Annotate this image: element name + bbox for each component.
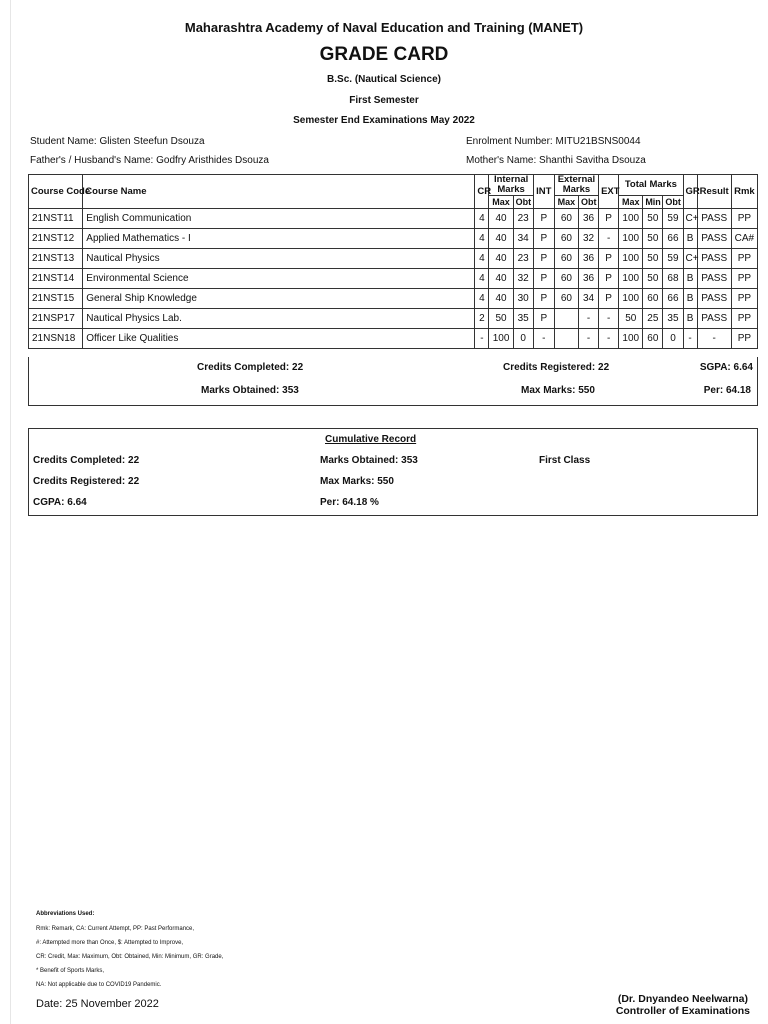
student-name-line xyxy=(30,136,205,147)
cell-cr: 4 xyxy=(475,269,489,289)
table-row xyxy=(29,209,758,229)
credits-registered: Credits Registered: 22 xyxy=(503,362,610,373)
credits-completed: Credits Completed: 22 xyxy=(197,362,304,373)
cell-code: 21NSN18 xyxy=(29,329,83,349)
cell-ext: - xyxy=(599,309,619,329)
cell-eobt: - xyxy=(578,329,598,349)
cell-imax: 100 xyxy=(489,329,513,349)
abbreviations-title: Abbreviations Used: xyxy=(36,911,95,917)
cum-cgpa: CGPA: 6.64 xyxy=(33,497,87,508)
cell-result: PASS xyxy=(697,249,731,269)
col-total-marks: Total Marks xyxy=(619,175,683,196)
cell-eobt: 36 xyxy=(578,249,598,269)
col-int: INT xyxy=(533,175,554,209)
cell-tmin: 60 xyxy=(643,329,663,349)
cell-gr: B xyxy=(683,309,697,329)
cell-emax: 60 xyxy=(554,209,578,229)
col-gr: GR xyxy=(683,175,697,209)
abbreviation-line: * Benefit of Sports Marks, xyxy=(36,968,105,974)
cell-ext: - xyxy=(599,329,619,349)
cell-tmax: 100 xyxy=(619,209,643,229)
cell-tobt: 66 xyxy=(663,289,683,309)
cell-rmk: CA# xyxy=(731,229,757,249)
cell-iobt: 0 xyxy=(513,329,533,349)
col-total-obt: Obt xyxy=(663,196,683,209)
table-row xyxy=(29,249,758,269)
cell-name: Applied Mathematics - I xyxy=(83,229,475,249)
cell-result: PASS xyxy=(697,309,731,329)
cell-emax: 60 xyxy=(554,269,578,289)
cell-imax: 40 xyxy=(489,269,513,289)
cell-gr: - xyxy=(683,329,697,349)
enrolment-label: Enrolment Number: xyxy=(466,136,553,147)
abbreviation-line: Rmk: Remark, CA: Current Attempt, PP: Past Performance, xyxy=(36,926,195,932)
cell-code: 21NST15 xyxy=(29,289,83,309)
cell-result: - xyxy=(697,329,731,349)
cell-iobt: 23 xyxy=(513,249,533,269)
cell-iobt: 35 xyxy=(513,309,533,329)
cell-imax: 40 xyxy=(489,249,513,269)
cell-eobt: 32 xyxy=(578,229,598,249)
cum-marks-obtained: Marks Obtained: 353 xyxy=(320,455,418,466)
cell-imax: 40 xyxy=(489,229,513,249)
enrolment-number: MITU21BSNS0044 xyxy=(555,136,641,147)
cell-cr: 4 xyxy=(475,249,489,269)
mother-name-line xyxy=(466,155,646,166)
cell-eobt: - xyxy=(578,309,598,329)
sgpa: SGPA: 6.64 xyxy=(699,362,753,373)
cell-tobt: 59 xyxy=(663,209,683,229)
col-external-max: Max xyxy=(554,196,578,209)
col-result: Result xyxy=(697,175,731,209)
cell-int: P xyxy=(533,289,554,309)
cell-iobt: 23 xyxy=(513,209,533,229)
cell-int: P xyxy=(533,209,554,229)
cell-imax: 40 xyxy=(489,289,513,309)
cell-tobt: 68 xyxy=(663,269,683,289)
cell-int: - xyxy=(533,329,554,349)
cell-ext: P xyxy=(599,209,619,229)
cell-tmin: 50 xyxy=(643,209,663,229)
col-internal-obt: Obt xyxy=(513,196,533,209)
cell-name: Nautical Physics Lab. xyxy=(83,309,475,329)
cum-class: First Class xyxy=(539,455,591,466)
cell-iobt: 30 xyxy=(513,289,533,309)
cell-rmk: PP xyxy=(731,289,757,309)
cell-emax: 60 xyxy=(554,249,578,269)
table-row xyxy=(29,329,758,349)
cell-code: 21NSP17 xyxy=(29,309,83,329)
cell-rmk: PP xyxy=(731,209,757,229)
cell-tmin: 50 xyxy=(643,229,663,249)
cell-gr: B xyxy=(683,229,697,249)
cell-name: General Ship Knowledge xyxy=(83,289,475,309)
cum-credits-registered: Credits Registered: 22 xyxy=(33,476,140,487)
col-ext: EXT xyxy=(599,175,619,209)
semester-label: First Semester xyxy=(349,95,419,106)
cell-emax: 60 xyxy=(554,229,578,249)
cell-tobt: 0 xyxy=(663,329,683,349)
cell-name: English Communication xyxy=(83,209,475,229)
page-title: GRADE CARD xyxy=(319,44,449,65)
cell-code: 21NST12 xyxy=(29,229,83,249)
semester-summary xyxy=(28,357,758,406)
cell-code: 21NST13 xyxy=(29,249,83,269)
col-course-code: Course Code xyxy=(29,175,83,209)
program-name: B.Sc. (Nautical Science) xyxy=(327,74,441,85)
cell-tmin: 60 xyxy=(643,289,663,309)
signature-block xyxy=(616,993,750,1017)
cumulative-title: Cumulative Record xyxy=(325,434,417,445)
father-name-label: Father's / Husband's Name: xyxy=(30,155,154,166)
cell-eobt: 36 xyxy=(578,269,598,289)
table-row xyxy=(29,309,758,329)
abbreviation-line: CR: Credit, Max: Maximum, Obt: Obtained, Min: Minimum, GR: Grade, xyxy=(36,954,224,960)
cell-int: P xyxy=(533,269,554,289)
cell-gr: C+ xyxy=(683,249,697,269)
cell-tmin: 25 xyxy=(643,309,663,329)
cell-rmk: PP xyxy=(731,269,757,289)
cum-max-marks: Max Marks: 550 xyxy=(320,476,394,487)
cell-ext: P xyxy=(599,249,619,269)
cell-name: Officer Like Qualities xyxy=(83,329,475,349)
mother-name-label: Mother's Name: xyxy=(466,155,537,166)
cell-imax: 50 xyxy=(489,309,513,329)
father-name: Godfry Aristhides Dsouza xyxy=(156,155,269,166)
cell-cr: 2 xyxy=(475,309,489,329)
abbreviation-line: NA: Not applicable due to COVID19 Pandemic. xyxy=(36,982,162,988)
table-row xyxy=(29,269,758,289)
cell-code: 21NST11 xyxy=(29,209,83,229)
col-total-max: Max xyxy=(619,196,643,209)
page-edge xyxy=(10,0,11,1024)
cell-cr: - xyxy=(475,329,489,349)
cell-tobt: 35 xyxy=(663,309,683,329)
cell-iobt: 34 xyxy=(513,229,533,249)
cell-eobt: 36 xyxy=(578,209,598,229)
cell-tmax: 50 xyxy=(619,309,643,329)
cell-tmin: 50 xyxy=(643,269,663,289)
max-marks: Max Marks: 550 xyxy=(521,385,595,396)
cell-tobt: 59 xyxy=(663,249,683,269)
father-name-line xyxy=(30,155,269,166)
col-internal-max: Max xyxy=(489,196,513,209)
cell-ext: P xyxy=(599,289,619,309)
col-cr: CR xyxy=(475,175,489,209)
cumulative-record xyxy=(28,428,758,516)
cell-tmax: 100 xyxy=(619,269,643,289)
grades-table xyxy=(28,174,758,349)
percentage: Per: 64.18 xyxy=(703,385,751,396)
cell-tmax: 100 xyxy=(619,249,643,269)
cell-cr: 4 xyxy=(475,229,489,249)
abbreviation-line: #: Attempted more than Once, $: Attempted to Improve, xyxy=(36,940,184,946)
cell-ext: - xyxy=(599,229,619,249)
cum-percentage: Per: 64.18 % xyxy=(320,497,379,508)
cell-result: PASS xyxy=(697,209,731,229)
marks-obtained: Marks Obtained: 353 xyxy=(201,385,299,396)
cell-rmk: PP xyxy=(731,309,757,329)
col-internal-marks: Internal Marks xyxy=(489,175,533,196)
cell-eobt: 34 xyxy=(578,289,598,309)
cum-credits-completed: Credits Completed: 22 xyxy=(33,455,140,466)
cell-gr: B xyxy=(683,269,697,289)
cell-emax xyxy=(554,329,578,349)
signatory-name: (Dr. Dnyandeo Neelwarna) xyxy=(617,993,748,1005)
table-row xyxy=(29,229,758,249)
cell-tobt: 66 xyxy=(663,229,683,249)
cell-result: PASS xyxy=(697,289,731,309)
cell-ext: P xyxy=(599,269,619,289)
col-rmk: Rmk xyxy=(731,175,757,209)
col-course-name: Course Name xyxy=(83,175,475,209)
signatory-designation: Controller of Examinations xyxy=(615,1005,750,1017)
cell-gr: B xyxy=(683,289,697,309)
issue-date: Date: 25 November 2022 xyxy=(36,998,159,1010)
cell-imax: 40 xyxy=(489,209,513,229)
institute-name: Maharashtra Academy of Naval Education and Training (MANET) xyxy=(184,20,584,35)
cell-tmax: 100 xyxy=(619,289,643,309)
cell-tmax: 100 xyxy=(619,229,643,249)
cell-int: P xyxy=(533,309,554,329)
cell-rmk: PP xyxy=(731,249,757,269)
table-row xyxy=(29,289,758,309)
student-name-label: Student Name: xyxy=(30,136,97,147)
col-total-min: Min xyxy=(643,196,663,209)
cell-rmk: PP xyxy=(731,329,757,349)
exam-label: Semester End Examinations May 2022 xyxy=(293,115,475,126)
cell-name: Environmental Science xyxy=(83,269,475,289)
table-header-row xyxy=(29,175,758,196)
cell-result: PASS xyxy=(697,229,731,249)
student-name: Glisten Steefun Dsouza xyxy=(99,136,205,147)
cell-int: P xyxy=(533,249,554,269)
cell-tmax: 100 xyxy=(619,329,643,349)
cell-iobt: 32 xyxy=(513,269,533,289)
col-external-marks: External Marks xyxy=(554,175,598,196)
cell-code: 21NST14 xyxy=(29,269,83,289)
cell-cr: 4 xyxy=(475,289,489,309)
enrolment-line xyxy=(466,136,641,147)
col-external-obt: Obt xyxy=(578,196,598,209)
cell-int: P xyxy=(533,229,554,249)
cell-emax: 60 xyxy=(554,289,578,309)
cell-result: PASS xyxy=(697,269,731,289)
cell-emax xyxy=(554,309,578,329)
cell-name: Nautical Physics xyxy=(83,249,475,269)
cell-gr: C+ xyxy=(683,209,697,229)
mother-name: Shanthi Savitha Dsouza xyxy=(539,155,646,166)
cell-cr: 4 xyxy=(475,209,489,229)
cell-tmin: 50 xyxy=(643,249,663,269)
